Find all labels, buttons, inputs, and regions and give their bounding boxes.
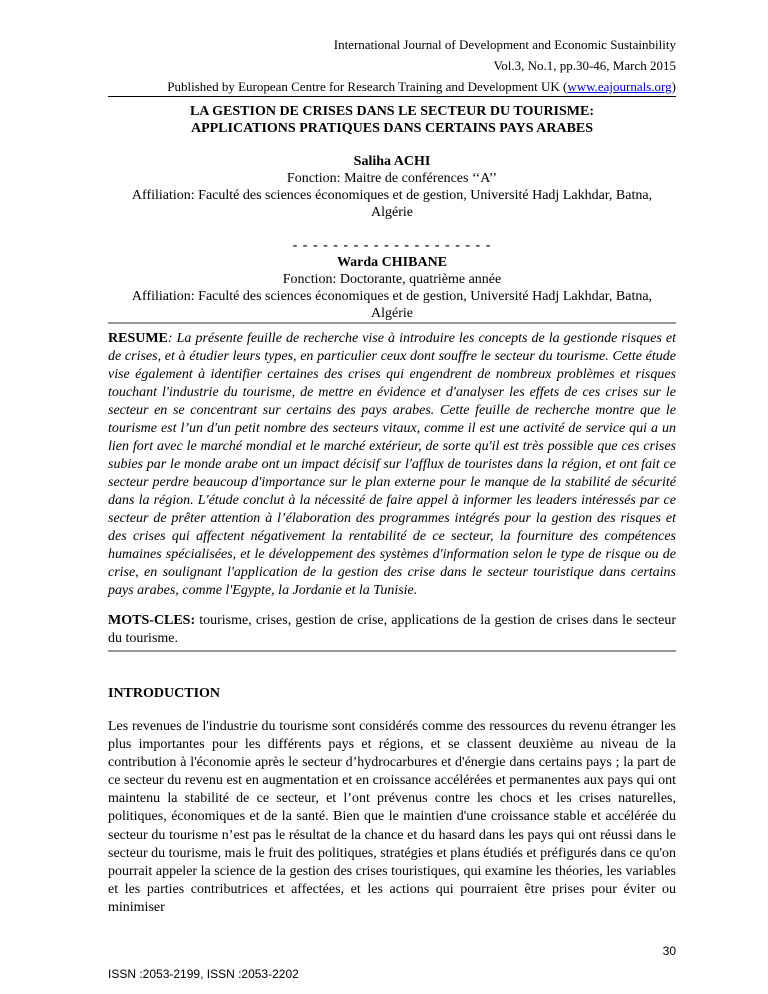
author-country: Algérie — [371, 205, 413, 220]
section-heading: INTRODUCTION — [108, 686, 221, 701]
running-header — [108, 36, 676, 96]
keywords-rule — [108, 650, 676, 652]
journal-volume: Vol.3, No.1, pp.30-46, March 2015 — [493, 58, 676, 73]
page-number: 30 — [662, 944, 676, 958]
header-rule — [108, 96, 676, 97]
author-affiliation: Affiliation: Faculté des sciences économiques et de gestion, Université Hadj Lakhdar, Batna, — [131, 289, 653, 304]
publisher-text: Published by European Centre for Research Training and Development UK ( — [167, 79, 568, 94]
keywords-text: tourisme, crises, gestion de crise, applications de la gestion de crises dans le secteur du tourisme. — [108, 613, 676, 646]
keywords — [108, 612, 676, 650]
author-country: Algérie — [371, 306, 413, 321]
journal-name: International Journal of Development and Economic Sustainbility — [333, 37, 676, 52]
introduction-paragraph: Les revenues de l'industrie du tourisme sont considérés comme des ressources du revenu étranger les plus importantes pour les différents pays et régions, et se classent deuxième au niveau de la contribution à l'économie après le secteur d’hydrocarbures et d'énergie dans certains pays ; la part de ce secteur du revenu est en augmentation et en croissance accélérées et permanentes aux pays qui ont maintenu la stabilité de ce secteur, et l’ont prévenus contre les chocs et les crises naturelles, politiques, économiques et de la santé. Bien que le maintien d'une croissance stable et accélérée du secteur du tourisme n’est pas le résultat de la chance et du hasard dans les pays qui ont réussi dans le secteur du tourisme, mais le fruit des politiques, stratégies et plans étudiés et préfigurés dans ce qu'on pourrait appeler la science de la gestion des crises touristiques, qui examine les théories, les variables et les parties contributrices et affectées, et les actions qui pourraient être prises pour éviter ou minimiser — [108, 719, 676, 915]
abstract-text: : La présente feuille de recherche vise à introduire les concepts de la gestionde risques et de crises, et à étudier leurs types, en particulier ceux dont souffre le secteur du tourisme. Cette étude vise également à identifier certaines des crises qui engendrent de nombreux problèmes et risques touchant l'industrie du tourisme, de mettre en évidence et d'analyser les effets de ces crises sur le secteur en se concentrant sur certains des pays arabes. Cette feuille de recherche montre que le tourisme est l’un d'un petit nombre des secteurs vitaux, comme il est une activité de service qui a un lien fort avec le marché mondial et le marché extérieur, de sorte qu'il est très possible que ces crises subies par le monde arabe ont un impact décisif sur l'afflux de touristes dans la région, et ont fait ce secteur perdre beaucoup d'importance sur le plan externe pour le manque de la stabilité de sécurité dans la région. L'étude conclut à la nécessité de faire appel à informer les leaders intéressés par ce secteur de prêter attention à l’élaboration des programmes intégrés pour la gestion des risques et des crises qui affectent négativement la rentabilité de ce secteur, la fourniture des compétences humaines spécialisées, et le développement des systèmes d'information selon le type de risque ou de crise, en soulignant l'application de la gestion des crise dans le secteur touristique dans certains pays arabes, comme l'Egypte, la Jordanie et la Tunisie. — [108, 331, 676, 598]
author-affiliation: Affiliation: Faculté des sciences économiques et de gestion, Université Hadj Lakhdar, Batna, — [131, 188, 653, 203]
title-line-1: LA GESTION DE CRISES DANS LE SECTEUR DU TOURISME: — [189, 104, 595, 119]
abstract-label: RESUME — [108, 331, 168, 346]
publisher-suffix: ) — [671, 79, 676, 94]
publisher-link[interactable]: www.eajournals.org — [567, 79, 672, 94]
keywords-label: MOTS-CLES: — [108, 613, 196, 628]
author-separator: - - - - - - - - - - - - - - - - - - - - — [292, 238, 492, 253]
abstract — [108, 330, 676, 600]
article-page — [108, 36, 676, 917]
author-name: Warda CHIBANE — [336, 255, 448, 270]
author-block-1 — [108, 153, 676, 221]
author-name: Saliha ACHI — [353, 154, 431, 169]
author-function: Fonction: Maitre de conférences ‘‘A’’ — [286, 171, 498, 186]
publisher-line — [108, 77, 676, 96]
authors-rule — [108, 322, 676, 324]
article-title — [108, 103, 676, 137]
author-function: Fonction: Doctorante, quatrième année — [282, 272, 502, 287]
title-line-2: APPLICATIONS PRATIQUES DANS CERTAINS PAYS ARABES — [190, 121, 594, 136]
author-block-2 — [108, 254, 676, 322]
issn-footer: ISSN :2053-2199, ISSN :2053-2202 — [108, 967, 299, 981]
